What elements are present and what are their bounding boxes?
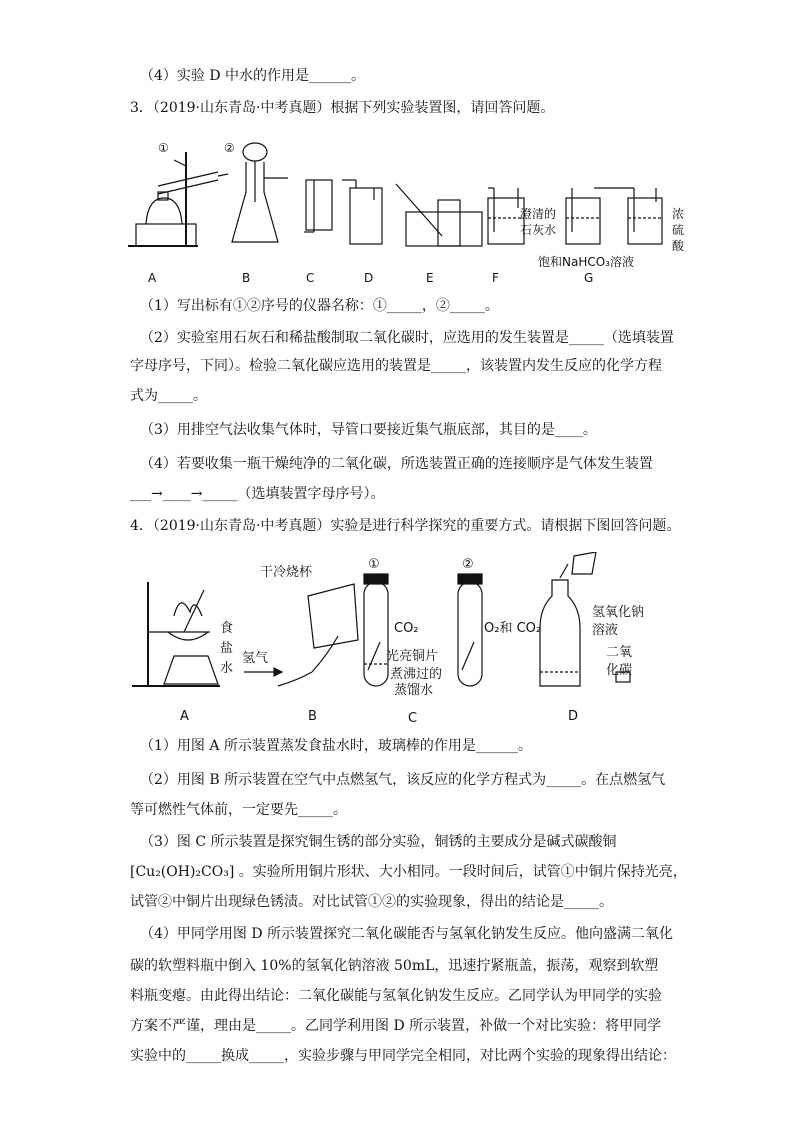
- fig4-label-B: B: [308, 709, 317, 724]
- copper-label: 光亮铜片: [386, 649, 439, 664]
- limewater-label-1: 澄清的: [520, 207, 557, 221]
- fig4-label-D: D: [568, 709, 579, 724]
- label-F: F: [492, 271, 499, 285]
- label-E: E: [426, 271, 434, 285]
- q4-item2b: 等可燃性气体前，一定要先_____。: [130, 802, 347, 818]
- dry-beaker-label: 干冷烧杯: [260, 565, 313, 580]
- q3-item4b: ___→____→_____（选填装置字母序号）。: [130, 486, 385, 502]
- q3-item2c: 式为_____。: [130, 388, 207, 404]
- acid-label-1: 浓: [672, 207, 685, 221]
- q3-item2b: 字母序号，下同）。检验二氧化碳应选用的装置是_____，该装置内发生反应的化学方程: [130, 358, 662, 374]
- salt-water-label-2: 盐: [220, 641, 234, 656]
- q3-item4a: （4）若要收集一瓶干燥纯净的二氧化碳，所选装置正确的连接顺序是气体发生装置: [140, 456, 653, 472]
- q2-item4: （4）实验 D 中水的作用是______。: [140, 68, 366, 84]
- q4-item4d: 方案不严谨，理由是_____。乙同学利用图 D 所示装置，补做一个对比实验：将甲同学: [130, 1018, 662, 1034]
- salt-water-label-3: 水: [220, 661, 234, 676]
- q4-item3a: （3）图 C 所示装置是探究铜生锈的部分实验，铜锈的主要成分是碱式碳酸铜: [140, 834, 617, 850]
- tube-1-marker: ①: [368, 557, 380, 572]
- boiled-water-label-2: 蒸馏水: [394, 683, 434, 698]
- co2-d-label-1: 二氧: [606, 645, 633, 660]
- marker-2: ②: [224, 141, 235, 155]
- acid-label-2: 硫: [672, 223, 685, 237]
- boiled-water-label-1: 煮沸过的: [390, 667, 443, 682]
- q4-item4b: 碳的软塑料瓶中倒入 10%的氢氧化钠溶液 50mL，迅速拧紧瓶盖，振荡，观察到软塑: [130, 958, 659, 974]
- acid-label-3: 酸: [672, 239, 685, 253]
- q4-apparatus-figure: [128, 552, 668, 728]
- q3-header: 3．（2019·山东青岛·中考真题）根据下列实验装置图，请回答问题。: [130, 100, 555, 116]
- q4-item4a: （4）甲同学用图 D 所示装置探究二氧化碳能否与氢氧化钠发生反应。他向盛满二氧化: [140, 926, 674, 942]
- q3-item3: （3）用排空气法收集气体时，导管口要接近集气瓶底部，其目的是____。: [140, 422, 597, 438]
- q4-item3b: [Cu₂(OH)₂CO₃] 。实验所用铜片形状、大小相同。一段时间后，试管①中铜片保持光亮，: [130, 864, 687, 880]
- salt-water-label-1: 食: [220, 621, 234, 636]
- q3-item1: （1）写出标有①②序号的仪器名称：①_____，②_____。: [140, 298, 499, 314]
- q3-item2a: （2）实验室用石灰石和稀盐酸制取二氧化碳时，应选用的发生装置是_____（选填装置: [140, 330, 674, 346]
- fig4-label-A: A: [180, 709, 189, 724]
- co2-d-label-2: 化碳: [606, 663, 633, 678]
- q3-apparatus-figure: [128, 132, 688, 292]
- nahco3-label: 饱和NaHCO₃溶液: [538, 255, 634, 269]
- q4-item1: （1）用图 A 所示装置蒸发食盐水时，玻璃棒的作用是______。: [140, 738, 532, 754]
- naoh-label-1: 氢氧化钠: [592, 605, 645, 620]
- q4-item2a: （2）用图 B 所示装置在空气中点燃氢气，该反应的化学方程式为_____。在点燃氢气: [140, 772, 666, 788]
- label-G: G: [584, 271, 594, 285]
- q4-item4c: 料瓶变瘪。由此得出结论：二氧化碳能与氢氧化钠发生反应。乙同学认为甲同学的实验: [130, 988, 662, 1004]
- co2-label-c: CO₂: [394, 621, 419, 636]
- limewater-label-2: 石灰水: [520, 223, 557, 237]
- marker-1: ①: [158, 141, 169, 155]
- o2-co2-label: O₂和 CO₂: [484, 621, 542, 636]
- q4-item4e: 实验中的_____换成_____，实验步骤与甲同学完全相同，对比两个实验的现象得出结论：: [130, 1048, 676, 1064]
- label-B: B: [242, 271, 251, 285]
- label-A: A: [148, 271, 157, 285]
- label-C: C: [306, 271, 315, 285]
- naoh-label-2: 溶液: [592, 623, 619, 638]
- fig4-label-C: C: [408, 711, 418, 726]
- hydrogen-label: 氢气: [242, 651, 269, 666]
- label-D: D: [364, 271, 374, 285]
- tube-2-marker: ②: [462, 557, 474, 572]
- q4-item3c: 试管②中铜片出现绿色锈渍。对比试管①②的实验现象，得出的结论是_____。: [130, 894, 613, 910]
- q4-header: 4．（2019·山东青岛·中考真题）实验是进行科学探究的重要方式。请根据下图回答问题。: [130, 518, 681, 534]
